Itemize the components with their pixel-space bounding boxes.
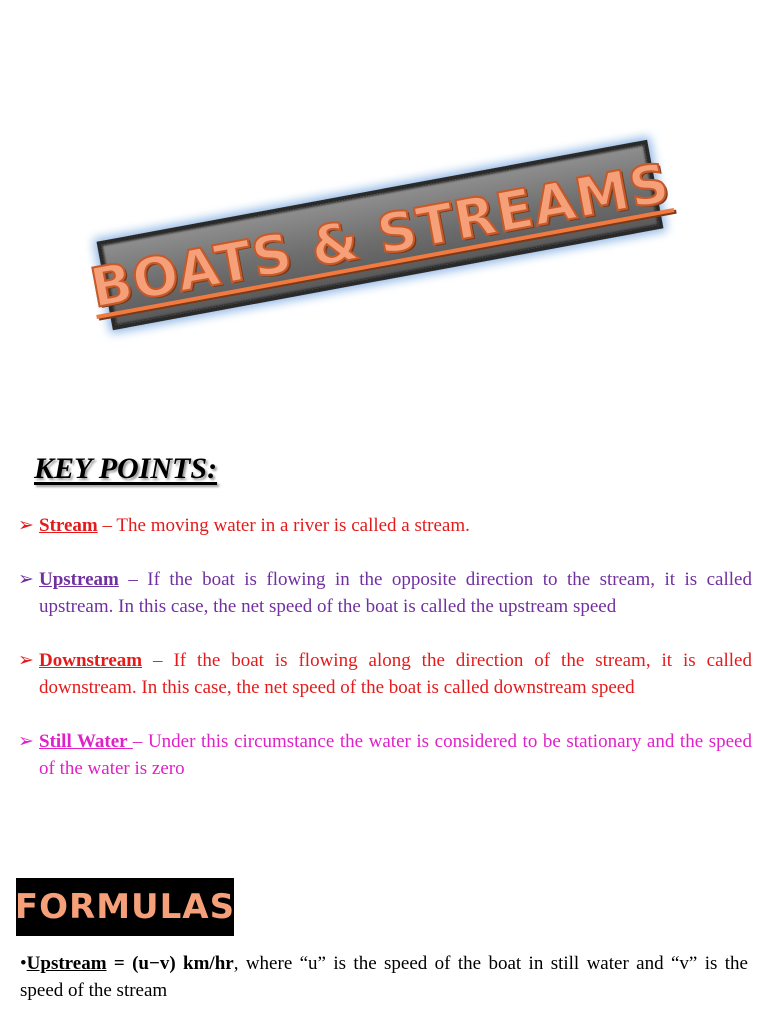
title-banner-plate — [85, 140, 675, 331]
arrow-bullet-icon: ➢ — [18, 731, 34, 752]
term-upstream: Upstream — [39, 569, 119, 590]
formula-bullet: • — [20, 953, 27, 974]
key-point-downstream — [18, 647, 752, 701]
term-still-water: Still Water — [39, 731, 133, 752]
arrow-bullet-icon: ➢ — [18, 515, 34, 536]
page-title: BOATS & STREAMS — [85, 150, 675, 320]
arrow-bullet-icon: ➢ — [18, 569, 34, 590]
formula-equation: = (u−v) km/hr — [106, 953, 234, 974]
formula-term-upstream: Upstream — [26, 953, 107, 974]
key-point-upstream — [18, 566, 752, 620]
key-points-list — [18, 512, 752, 809]
definition-upstream: – If the boat is flowing in the opposite direction to the stream, it is called upstream. In this case, the net speed of the boat is called the upstream speed — [39, 569, 752, 617]
definition-stream: – The moving water in a river is called a stream. — [97, 515, 470, 536]
definition-still-water: – Under this circumstance the water is considered to be stationary and the speed of the water is zero — [39, 731, 752, 779]
arrow-bullet-icon: ➢ — [18, 650, 34, 671]
formulas-heading-box — [16, 878, 234, 936]
key-point-stream — [18, 512, 752, 539]
title-banner — [85, 140, 675, 331]
formula-upstream — [20, 950, 748, 1004]
formula-explanation: , where “u” is the speed of the boat in still water and “v” is the speed of the stream — [20, 953, 748, 1001]
formulas-heading: FORMULAS — [14, 887, 236, 927]
key-points-heading: KEY POINTS: — [34, 452, 218, 485]
key-point-still-water — [18, 728, 752, 782]
term-stream: Stream — [39, 515, 98, 536]
definition-downstream: – If the boat is flowing along the direction of the stream, it is called downstream. In this case, the net speed of the boat is called downstream speed — [39, 650, 752, 698]
term-downstream: Downstream — [39, 650, 143, 671]
